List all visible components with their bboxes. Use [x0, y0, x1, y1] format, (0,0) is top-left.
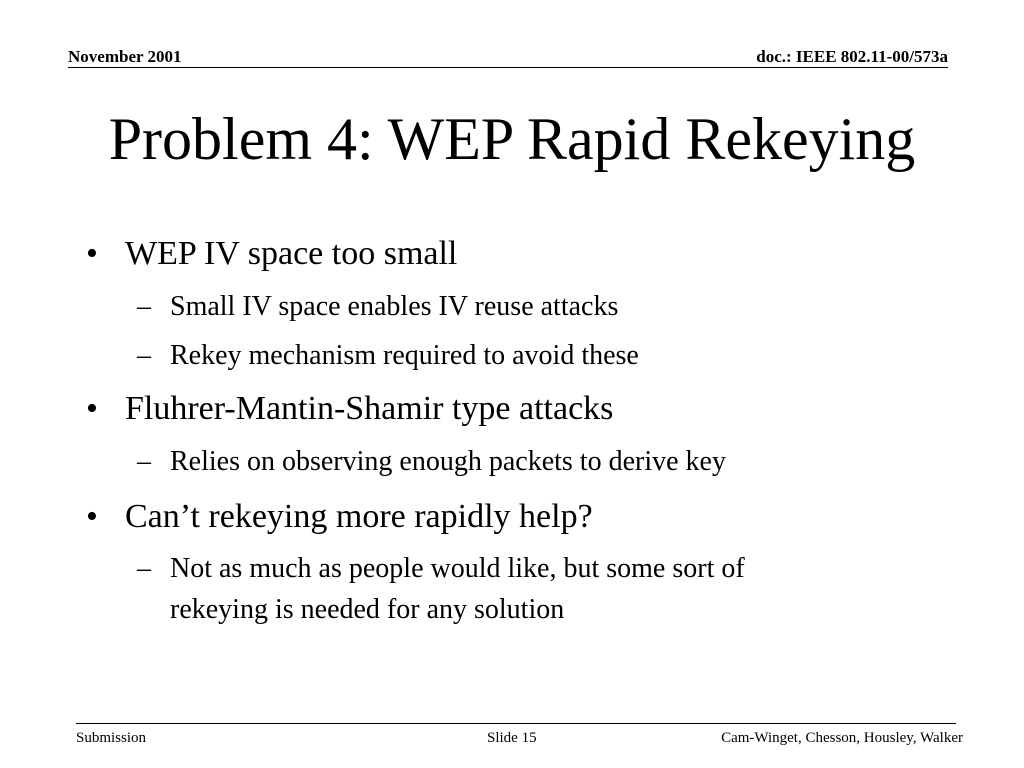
bullet-marker: • — [86, 498, 98, 535]
bullet-marker: • — [86, 390, 98, 427]
sub-bullet-iv-reuse — [137, 286, 619, 327]
bullet-fms-attacks — [86, 389, 614, 429]
sub-bullet-text-line-1: Not as much as people would like, but some sort of — [170, 553, 745, 584]
bullet-marker: • — [86, 235, 98, 272]
sub-bullet-observing-packets — [137, 441, 726, 482]
sub-bullet-not-as-much — [137, 548, 745, 630]
bullet-rapid-rekeying-question — [86, 497, 593, 537]
footer-slide-number: Slide 15 — [487, 730, 537, 746]
sub-bullet-text: Small IV space enables IV reuse attacks — [170, 291, 619, 322]
footer-divider — [76, 723, 956, 724]
dash-marker: – — [137, 291, 151, 322]
slide-title: Problem 4: WEP Rapid Rekeying — [108, 106, 916, 172]
footer-submission: Submission — [76, 730, 147, 746]
sub-bullet-text: Relies on observing enough packets to derive key — [170, 446, 726, 477]
footer-authors: Cam-Winget, Chesson, Housley, Walker — [721, 730, 963, 746]
sub-bullet-text-line-2: rekeying is needed for any solution — [170, 594, 565, 625]
bullet-wep-iv-space — [86, 234, 458, 274]
header-date: November 2001 — [68, 47, 182, 66]
dash-marker: – — [137, 446, 151, 477]
dash-marker: – — [137, 340, 151, 371]
dash-marker: – — [137, 553, 151, 584]
bullet-text: Fluhrer-Mantin-Shamir type attacks — [125, 390, 614, 427]
bullet-text: Can’t rekeying more rapidly help? — [125, 498, 593, 535]
bullet-text: WEP IV space too small — [125, 235, 458, 272]
sub-bullet-rekey-mechanism — [137, 335, 639, 376]
sub-bullet-text: Rekey mechanism required to avoid these — [170, 340, 639, 371]
header-divider — [68, 67, 948, 68]
header-doc-id: doc.: IEEE 802.11-00/573a — [756, 47, 948, 66]
